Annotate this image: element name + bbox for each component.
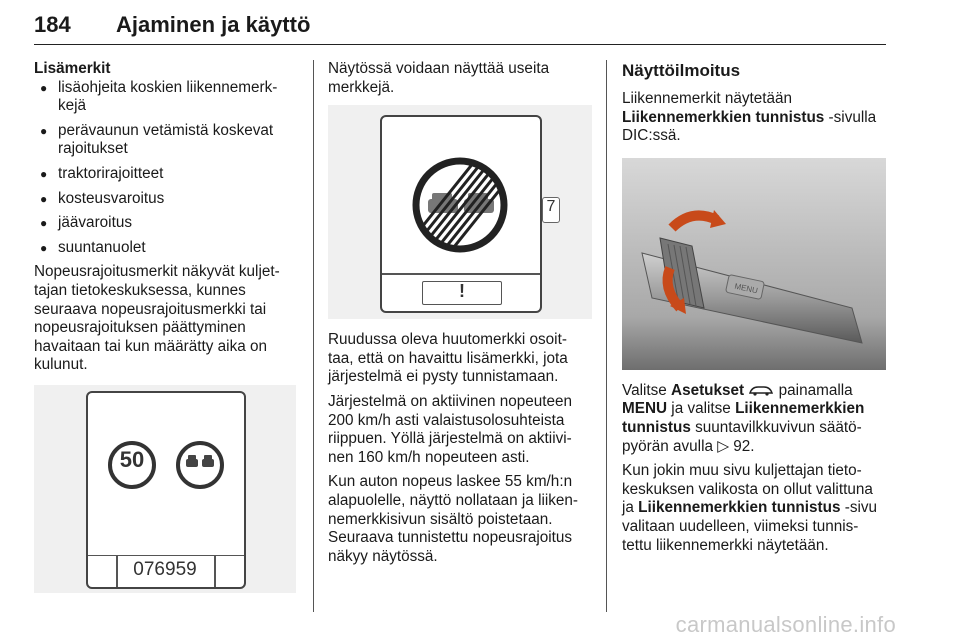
display-illustration <box>328 105 592 319</box>
list-item: ● suuntanuolet <box>34 239 296 258</box>
speed-limit-value: 50 <box>119 446 145 472</box>
reference-arrow-icon: ▷ <box>717 437 730 455</box>
list-item: ● traktorirajoitteet <box>34 165 296 184</box>
page-number: 184 <box>34 12 71 37</box>
text: -sivulla DIC:ssä. <box>622 108 877 145</box>
page-reference: 92. <box>733 437 755 455</box>
page-name: Liikennemerkkien tunnistus <box>622 400 865 436</box>
paragraph <box>622 382 886 456</box>
text: suuntavilkkuvivun säätö-pyörän avulla <box>622 418 862 455</box>
column-2 <box>328 60 592 572</box>
divider <box>382 273 540 275</box>
list-item: ● perävaunun vetämistä koskevat rajoitukset <box>34 122 296 159</box>
paragraph: Näytössä voidaan näyttää useita merkkejä. <box>328 60 550 96</box>
car-settings-icon <box>748 382 774 399</box>
column-divider <box>606 60 607 612</box>
figure-code: 076959 <box>133 558 197 580</box>
paragraph: Ruudussa oleva huutomerkki osoit-taa, että on havaittu lisämerkki, jota järjestelmä ei pysty tunnistamaan. <box>328 331 568 386</box>
column-divider <box>313 60 314 612</box>
display-panel <box>380 115 542 313</box>
paragraph <box>622 462 886 555</box>
text: Kun jokin muu sivu kuljettajan tieto-keskuksen valikosta on ollut valittuna ja <box>622 462 873 517</box>
end-of-no-overtaking-sign <box>382 117 540 267</box>
column-3 <box>622 60 886 561</box>
section-heading: Näyttöilmoitus <box>622 61 741 80</box>
text: -sivu valitaan uudelleen, viimeksi tunnis-tettu liikennemerkki näytetään. <box>622 499 878 554</box>
menu-name: Asetukset <box>671 381 745 399</box>
display-illustration <box>34 385 296 593</box>
page-name: Liikennemerkkien tunnistus <box>638 499 841 517</box>
text: ja valitse <box>667 400 736 418</box>
bullet-list <box>34 79 296 258</box>
divider <box>214 555 216 587</box>
paragraph: Kun auton nopeus laskee 55 km/h:n alapuolelle, näyttö nollataan ja liiken-nemerkkisivun sisältö poistetaan. Seuraava tunnistettu nopeusrajoitus näkyy näytössä. <box>328 473 579 565</box>
display-panel <box>86 391 246 589</box>
paragraph: Nopeusrajoitusmerkit näkyvät kuljet-tajan tietokeskuksessa, kunnes seuraava nopeusrajoitusmerkki tai nopeusrajoituksen päättyminen havaitaan tai kun määrätty aika on kulunut. <box>34 263 280 374</box>
lever-illustration <box>622 158 886 370</box>
warning-box <box>422 281 502 305</box>
text: Liikennemerkit näytetään <box>622 90 793 107</box>
list-item: ● lisäohjeita koskien liikennemerk-kejä <box>34 79 296 116</box>
section-heading: Lisämerkit <box>34 60 111 77</box>
divider <box>88 555 244 557</box>
menu-button-label: MENU <box>733 281 759 296</box>
side-mark: 7 <box>542 197 560 223</box>
list-item: ● jäävaroitus <box>34 214 296 233</box>
paragraph: Järjestelmä on aktiivinen nopeuteen 200 km/h asti valaistusolosuhteista riippuen. Yöllä järjestelmä on aktiivi-nen 160 km/h nopeuteen asti. <box>328 392 573 466</box>
list-item: ● kosteusvaroitus <box>34 190 296 209</box>
text: Valitse <box>622 381 672 399</box>
page-title: Ajaminen ja käyttö <box>116 12 311 37</box>
page-name: Liikennemerkkien tunnistus <box>622 108 825 126</box>
watermark: carmanualsonline.info <box>675 612 896 637</box>
warning-mark: ! <box>459 281 465 302</box>
page-header <box>34 6 886 45</box>
button-name: MENU <box>622 400 668 418</box>
text: painamalla <box>774 381 853 399</box>
paragraph <box>622 90 886 146</box>
turn-signal-lever-photo <box>622 158 886 370</box>
column-1 <box>34 60 296 593</box>
